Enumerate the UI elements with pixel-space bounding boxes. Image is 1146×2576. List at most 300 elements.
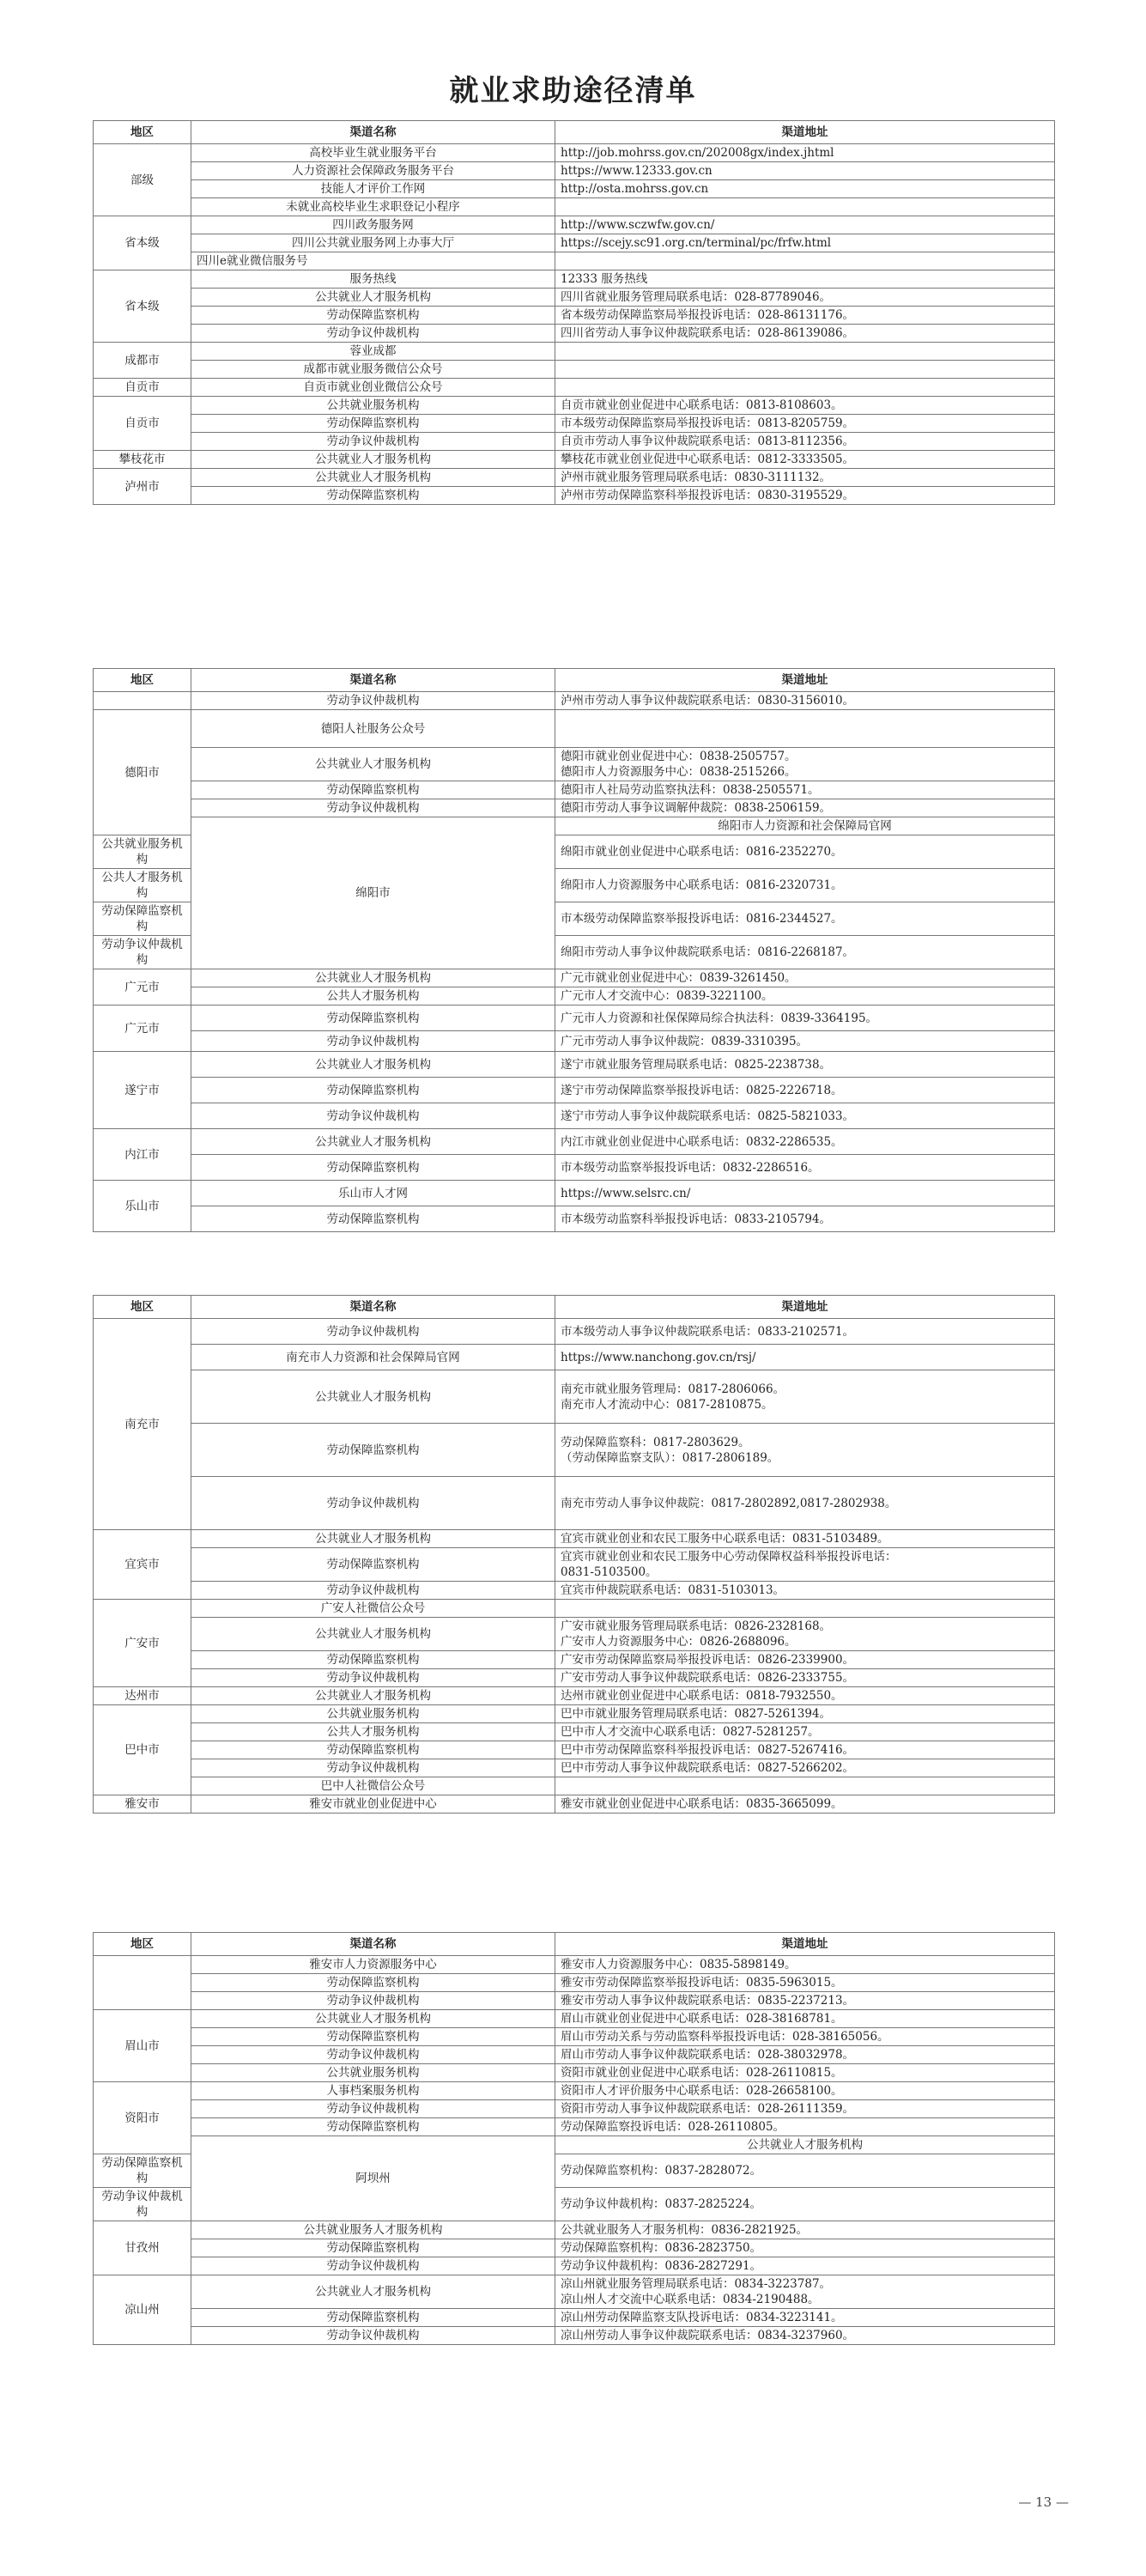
channel-table (93, 1295, 1055, 1814)
channel-name-cell: 德阳人社服务公众号 (191, 710, 555, 748)
channel-address-cell (555, 1370, 1055, 1424)
channel-address-cell (555, 1129, 1055, 1155)
channel-address-cell (555, 1345, 1055, 1370)
table-header-row (94, 669, 1055, 692)
table-row (94, 433, 1055, 451)
channel-address-line: 南充市人才流动中心：0817-2810875。 (561, 1397, 773, 1412)
region-cell: 攀枝花市 (94, 451, 191, 469)
channel-address-cell (555, 710, 1055, 748)
channel-address-line: 资阳市就业创业促进中心联系电话：028-26110815。 (561, 2066, 843, 2080)
region-cell: 广元市 (94, 1005, 191, 1052)
channel-name-cell: 劳动保障监察机构 (191, 415, 555, 433)
channel-address-cell (555, 1005, 1055, 1031)
channel-name-cell: 公共人才服务机构 (94, 869, 191, 902)
channel-address-cell (555, 252, 1055, 270)
channel-name-cell: 公共就业人才服务机构 (191, 1370, 555, 1424)
channel-name-cell: 巴中人社微信公众号 (191, 1777, 555, 1795)
channel-address-cell (555, 1206, 1055, 1232)
channel-name-cell: 劳动争议仲裁机构 (191, 2327, 555, 2345)
table-row (94, 969, 1055, 987)
channel-name-cell: 劳动争议仲裁机构 (191, 1992, 555, 2010)
table-row (94, 2046, 1055, 2064)
channel-name-cell: 雅安市就业创业促进中心 (191, 1795, 555, 1814)
table-row (94, 451, 1055, 469)
channel-address-cell (555, 1477, 1055, 1530)
channel-name-cell: 劳动保障监察机构 (191, 487, 555, 505)
channel-address-line: 凉山州人才交流中心联系电话：0834-2190488。 (561, 2293, 820, 2306)
channel-address-line (561, 343, 1049, 359)
header-region: 地区 (94, 1933, 191, 1956)
channel-name-cell: 劳动保障监察机构 (191, 2028, 555, 2046)
channel-address-line: 南充市劳动人事争议仲裁院：0817-2802892,0817-2802938。 (561, 1496, 897, 1510)
channel-address-cell (555, 469, 1055, 487)
table-row (94, 1155, 1055, 1181)
channel-address-cell (555, 1078, 1055, 1103)
channel-address-cell (555, 748, 1055, 781)
channel-name-cell: 公共就业服务机构 (94, 835, 191, 869)
table-row (94, 1345, 1055, 1370)
channel-name-cell: 绵阳市人力资源和社会保障局官网 (555, 817, 1055, 835)
region-cell: 甘孜州 (94, 2221, 191, 2275)
channel-address-cell (555, 2154, 1055, 2188)
header-channel-name: 渠道名称 (191, 669, 555, 692)
channel-address-cell (555, 2309, 1055, 2327)
channel-name-cell: 公共就业服务机构 (191, 397, 555, 415)
table-row (94, 1618, 1055, 1651)
channel-address-cell (555, 799, 1055, 817)
region-cell: 自贡市 (94, 379, 191, 397)
table-row (94, 1974, 1055, 1992)
region-cell: 广元市 (94, 969, 191, 1005)
table-row (94, 1723, 1055, 1741)
channel-address-line: 广元市人力资源和社保保障局综合执法科：0839-3364195。 (561, 1011, 878, 1025)
channel-address-line: 凉山州就业服务管理局联系电话：0834-3223787。 (561, 2277, 832, 2291)
channel-address-cell (555, 451, 1055, 469)
channel-address-cell (555, 2188, 1055, 2221)
table-row (94, 1052, 1055, 1078)
region-cell: 内江市 (94, 1129, 191, 1181)
channel-address-line: 四川省劳动人事争议仲裁院联系电话：028-86139086。 (561, 326, 855, 340)
channel-address-cell (555, 433, 1055, 451)
channel-address-cell (555, 1723, 1055, 1741)
channel-address-cell (555, 869, 1055, 902)
channel-address-cell (555, 969, 1055, 987)
channel-address-cell (555, 162, 1055, 180)
channel-address-cell (555, 1777, 1055, 1795)
table-row (94, 325, 1055, 343)
channel-address-line: 绵阳市劳动人事争议仲裁院联系电话：0816-2268187。 (561, 945, 855, 959)
channel-address-cell (555, 2064, 1055, 2082)
table-row (94, 2064, 1055, 2082)
channel-address-line: 自贡市劳动人事争议仲裁院联系电话：0813-8112356。 (561, 434, 855, 448)
channel-name-cell: 公共就业人才服务机构 (191, 748, 555, 781)
channel-address-line: 巴中市劳动人事争议仲裁院联系电话：0827-5266202。 (561, 1761, 855, 1775)
channel-name-cell: 劳动保障监察机构 (191, 2118, 555, 2136)
region-cell: 部级 (94, 144, 191, 216)
channel-name-cell: 四川e就业微信服务号 (191, 252, 555, 270)
table-row (94, 2327, 1055, 2345)
channel-name-cell: 劳动保障监察机构 (191, 1974, 555, 1992)
channel-address-line: 绵阳市人力资源服务中心联系电话：0816-2320731。 (561, 878, 843, 892)
channel-name-cell: 公共就业人才服务机构 (191, 969, 555, 987)
channel-table (93, 120, 1055, 505)
region-cell: 凉山州 (94, 2275, 191, 2345)
channel-address-cell (555, 1548, 1055, 1582)
table-header-row (94, 1933, 1055, 1956)
channel-address-line: 广元市劳动人事争议仲裁院：0839-3310395。 (561, 1034, 809, 1048)
channel-address-line: 12333 服务热线 (561, 272, 648, 286)
channel-name-cell: 劳动保障监察机构 (191, 1078, 555, 1103)
table-row (94, 289, 1055, 307)
channel-address-cell (555, 343, 1055, 361)
channel-address-line: 眉山市劳动关系与劳动监察科举报投诉电话：028-38165056。 (561, 2030, 889, 2044)
channel-name-cell: 劳动争议仲裁机构 (191, 1031, 555, 1052)
channel-name-cell: 成都市就业服务微信公众号 (191, 361, 555, 379)
channel-name-cell: 公共就业人才服务机构 (191, 1687, 555, 1705)
table-row (94, 397, 1055, 415)
channel-address-cell (555, 216, 1055, 234)
channel-address-line: 凉山州劳动保障监察支队投诉电话：0834-3223141。 (561, 2311, 843, 2324)
table-row (94, 1319, 1055, 1345)
table-row (94, 2257, 1055, 2275)
channel-address-line: http://www.sczwfw.gov.cn/ (561, 218, 715, 232)
channel-address-line: 德阳市人社局劳动监察执法科：0838-2505571。 (561, 783, 820, 797)
region-cell: 雅安市 (94, 1795, 191, 1814)
channel-address-line: 泸州市劳动人事争议仲裁院联系电话：0830-3156010。 (561, 694, 855, 708)
channel-address-cell (555, 2082, 1055, 2100)
table-row (94, 692, 1055, 710)
channel-address-cell (555, 1319, 1055, 1345)
channel-name-cell: 劳动保障监察机构 (191, 1155, 555, 1181)
channel-name-cell: 劳动争议仲裁机构 (191, 799, 555, 817)
table-row (94, 487, 1055, 505)
channel-address-line: 巴中市劳动保障监察科举报投诉电话：0827-5267416。 (561, 1743, 855, 1757)
header-channel-address: 渠道地址 (555, 1296, 1055, 1319)
channel-name-cell: 劳动争议仲裁机构 (191, 2257, 555, 2275)
table-row (94, 2221, 1055, 2239)
channel-address-cell (555, 487, 1055, 505)
channel-address-line: 雅安市劳动保障监察举报投诉电话：0835-5963015。 (561, 1976, 843, 1990)
table-row (94, 1103, 1055, 1129)
channel-name-cell: 公共就业人才服务机构 (191, 1530, 555, 1548)
channel-address-line: 雅安市人力资源服务中心：0835-5898149。 (561, 1958, 797, 1971)
table-row (94, 270, 1055, 289)
table-row (94, 2275, 1055, 2309)
channel-name-cell: 公共就业人才服务机构 (191, 451, 555, 469)
channel-address-cell (555, 397, 1055, 415)
channel-address-cell (555, 902, 1055, 936)
table-header-row (94, 1296, 1055, 1319)
channel-address-cell (555, 1974, 1055, 1992)
channel-address-cell (555, 198, 1055, 216)
table-section-2 (93, 668, 1054, 1232)
table-row (94, 1424, 1055, 1477)
channel-address-cell (555, 1618, 1055, 1651)
region-cell: 资阳市 (94, 2082, 191, 2154)
channel-address-line: 广安市人力资源服务中心：0826-2688096。 (561, 1635, 797, 1649)
region-cell: 达州市 (94, 1687, 191, 1705)
channel-name-cell: 劳动争议仲裁机构 (191, 1582, 555, 1600)
channel-name-cell: 劳动保障监察机构 (191, 1005, 555, 1031)
channel-name-cell: 服务热线 (191, 270, 555, 289)
table-row (94, 361, 1055, 379)
channel-address-cell (555, 1669, 1055, 1687)
channel-name-cell: 公共人才服务机构 (191, 1723, 555, 1741)
channel-address-cell (555, 144, 1055, 162)
channel-address-line: https://www.selsrc.cn/ (561, 1186, 691, 1200)
channel-name-cell: 公共人才服务机构 (191, 987, 555, 1005)
region-cell: 省本级 (94, 216, 191, 270)
channel-address-cell (555, 307, 1055, 325)
channel-address-cell (555, 1795, 1055, 1814)
channel-address-cell (555, 2257, 1055, 2275)
region-cell: 遂宁市 (94, 1052, 191, 1129)
channel-address-cell (555, 1530, 1055, 1548)
channel-name-cell: 劳动保障监察机构 (191, 1548, 555, 1582)
table-row (94, 2136, 1055, 2154)
table-row (94, 1005, 1055, 1031)
channel-address-line: 宜宾市就业创业和农民工服务中心劳动保障权益科举报投诉电话： (561, 1550, 897, 1564)
channel-address-cell (555, 289, 1055, 307)
table-row (94, 307, 1055, 325)
channel-address-cell (555, 325, 1055, 343)
channel-name-cell: 劳动争议仲裁机构 (191, 433, 555, 451)
region-cell: 成都市 (94, 343, 191, 379)
table-row (94, 2118, 1055, 2136)
channel-address-line: 市本级劳动保障监察局举报投诉电话：0813-8205759。 (561, 416, 855, 430)
table-row (94, 1777, 1055, 1795)
channel-table (93, 668, 1055, 1232)
table-row (94, 1477, 1055, 1530)
channel-address-cell (555, 2046, 1055, 2064)
region-cell: 德阳市 (94, 710, 191, 835)
table-row (94, 1651, 1055, 1669)
table-row (94, 1759, 1055, 1777)
channel-address-line: 内江市就业创业促进中心联系电话：0832-2286535。 (561, 1134, 843, 1149)
region-cell: 阿坝州 (191, 2136, 555, 2221)
channel-name-cell: 劳动保障监察机构 (191, 1651, 555, 1669)
table-row (94, 234, 1055, 252)
channel-name-cell: 公共就业人才服务机构 (191, 289, 555, 307)
channel-name-cell: 劳动争议仲裁机构 (191, 692, 555, 710)
channel-address-line: 劳动保障监察机构：0837-2828072。 (561, 2164, 762, 2178)
channel-address-line: 宜宾市就业创业和农民工服务中心联系电话：0831-5103489。 (561, 1532, 889, 1546)
channel-address-line: 泸州市劳动保障监察科举报投诉电话：0830-3195529。 (561, 489, 855, 502)
channel-name-cell: 劳动争议仲裁机构 (191, 2046, 555, 2064)
channel-name-cell: 劳动争议仲裁机构 (94, 936, 191, 969)
channel-name-cell: 劳动争议仲裁机构 (94, 2188, 191, 2221)
channel-address-line: 市本级劳动人事争议仲裁院联系电话：0833-2102571。 (561, 1324, 855, 1339)
table-row (94, 817, 1055, 835)
channel-name-cell: 蓉业成都 (191, 343, 555, 361)
channel-address-line: 德阳市劳动人事争议调解仲裁院：0838-2506159。 (561, 801, 832, 815)
table-row (94, 343, 1055, 361)
table-row (94, 2010, 1055, 2028)
channel-name-cell: 雅安市人力资源服务中心 (191, 1956, 555, 1974)
channel-address-cell (555, 180, 1055, 198)
channel-address-line (561, 721, 1049, 737)
region-cell: 南充市 (94, 1319, 191, 1530)
channel-address-cell (555, 361, 1055, 379)
channel-address-line: 市本级劳动监察举报投诉电话：0832-2286516。 (561, 1160, 820, 1175)
table-row (94, 252, 1055, 270)
channel-address-cell (555, 2221, 1055, 2239)
channel-name-cell: 劳动保障监察机构 (191, 781, 555, 799)
channel-address-cell (555, 1031, 1055, 1052)
header-channel-address: 渠道地址 (555, 1933, 1055, 1956)
channel-address-cell (555, 1651, 1055, 1669)
channel-address-line: 省本级劳动保障监察局举报投诉电话：028-86131176。 (561, 308, 855, 322)
table-row (94, 2309, 1055, 2327)
channel-address-line: 眉山市劳动人事争议仲裁院联系电话：028-38032978。 (561, 2048, 855, 2062)
channel-address-cell (555, 1956, 1055, 1974)
channel-name-cell: 劳动争议仲裁机构 (191, 1669, 555, 1687)
region-cell (94, 1956, 191, 2010)
channel-address-line: 劳动保障监察机构：0836-2823750。 (561, 2241, 762, 2255)
table-row (94, 198, 1055, 216)
table-row (94, 415, 1055, 433)
channel-name-cell: 劳动保障监察机构 (191, 1424, 555, 1477)
channel-address-cell (555, 1687, 1055, 1705)
channel-address-line: 劳动保障监察科：0817-2803629。 (561, 1435, 750, 1449)
region-cell: 绵阳市 (191, 817, 555, 969)
channel-address-cell (555, 2118, 1055, 2136)
table-row (94, 987, 1055, 1005)
channel-address-cell (555, 1424, 1055, 1477)
table-row (94, 710, 1055, 748)
page-title: 就业求助途径清单 (449, 74, 697, 108)
channel-address-line (561, 1778, 1049, 1794)
channel-address-cell (555, 234, 1055, 252)
header-region: 地区 (94, 1296, 191, 1319)
channel-address-cell (555, 1155, 1055, 1181)
region-cell: 广安市 (94, 1600, 191, 1687)
channel-address-line: https://www.nanchong.gov.cn/rsj/ (561, 1350, 756, 1364)
table-row (94, 1669, 1055, 1687)
header-region: 地区 (94, 669, 191, 692)
channel-name-cell: 人事档案服务机构 (191, 2082, 555, 2100)
channel-address-line: 遂宁市劳动保障监察举报投诉电话：0825-2226718。 (561, 1083, 843, 1097)
header-channel-name: 渠道名称 (191, 1296, 555, 1319)
channel-name-cell: 公共就业人才服务机构 (191, 469, 555, 487)
channel-address-line: https://scejy.sc91.org.cn/terminal/pc/frfw.html (561, 236, 832, 250)
channel-name-cell: 公共就业人才服务机构 (191, 2010, 555, 2028)
table-row (94, 1181, 1055, 1206)
table-row (94, 1031, 1055, 1052)
channel-name-cell: 劳动争议仲裁机构 (191, 1103, 555, 1129)
channel-address-cell (555, 1052, 1055, 1078)
channel-name-cell: 劳动争议仲裁机构 (191, 1759, 555, 1777)
channel-address-cell (555, 1705, 1055, 1723)
table-row (94, 162, 1055, 180)
channel-address-cell (555, 2327, 1055, 2345)
channel-name-cell: 劳动争议仲裁机构 (191, 325, 555, 343)
channel-address-line: 巴中市人才交流中心联系电话：0827-5281257。 (561, 1725, 820, 1739)
channel-address-cell (555, 415, 1055, 433)
channel-name-cell: 自贡市就业创业微信公众号 (191, 379, 555, 397)
channel-name-cell: 劳动争议仲裁机构 (191, 2100, 555, 2118)
channel-address-line: 南充市就业服务管理局：0817-2806066。 (561, 1382, 785, 1396)
channel-address-line: 自贡市就业创业促进中心联系电话：0813-8108603。 (561, 398, 843, 412)
channel-address-cell (555, 1759, 1055, 1777)
channel-address-line: （劳动保障监察支队）：0817-2806189。 (561, 1450, 779, 1465)
channel-address-line: 遂宁市就业服务管理局联系电话：0825-2238738。 (561, 1057, 832, 1072)
channel-address-cell (555, 379, 1055, 397)
page-number: — 13 — (1018, 2494, 1069, 2510)
table-section-4 (93, 1932, 1054, 2345)
channel-address-line: 广安市劳动人事争议仲裁院联系电话：0826-2333755。 (561, 1671, 855, 1685)
channel-address-cell (555, 1181, 1055, 1206)
table-row (94, 1992, 1055, 2010)
channel-name-cell: 公共就业服务人才服务机构 (191, 2221, 555, 2239)
table-row (94, 1078, 1055, 1103)
channel-address-line: 德阳市人力资源服务中心：0838-2515266。 (561, 765, 797, 779)
channel-address-line (561, 361, 1049, 377)
channel-address-line: 德阳市就业创业促进中心：0838-2505757。 (561, 750, 797, 763)
channel-address-line (561, 199, 1049, 215)
channel-address-cell (555, 835, 1055, 869)
table-row (94, 1582, 1055, 1600)
channel-address-line: 资阳市人才评价服务中心联系电话：028-26658100。 (561, 2084, 843, 2098)
channel-name-cell: 南充市人力资源和社会保障局官网 (191, 1345, 555, 1370)
channel-address-line: 凉山州劳动人事争议仲裁院联系电话：0834-3237960。 (561, 2329, 855, 2342)
channel-address-line: 劳动保障监察投诉电话：028-26110805。 (561, 2120, 785, 2134)
channel-address-cell (555, 1103, 1055, 1129)
channel-address-line: 泸州市就业服务管理局联系电话：0830-3111132。 (561, 471, 832, 484)
channel-address-line: 广元市就业创业促进中心：0839-3261450。 (561, 971, 797, 985)
channel-name-cell: 劳动保障监察机构 (191, 307, 555, 325)
channel-name-cell: 公共就业人才服务机构 (191, 1618, 555, 1651)
channel-name-cell: 劳动保障监察机构 (191, 1206, 555, 1232)
channel-name-cell: 四川公共就业服务网上办事大厅 (191, 234, 555, 252)
channel-address-cell (555, 2010, 1055, 2028)
header-channel-address: 渠道地址 (555, 669, 1055, 692)
channel-name-cell: 公共就业人才服务机构 (555, 2136, 1055, 2154)
channel-name-cell: 劳动保障监察机构 (191, 2239, 555, 2257)
channel-address-cell (555, 1992, 1055, 2010)
table-section-1 (93, 120, 1054, 505)
channel-address-line: 四川省就业服务管理局联系电话：028-87789046。 (561, 290, 832, 304)
channel-address-cell (555, 692, 1055, 710)
table-row (94, 1705, 1055, 1723)
channel-address-cell (555, 2028, 1055, 2046)
channel-name-cell: 劳动保障监察机构 (191, 1741, 555, 1759)
channel-name-cell: 劳动保障监察机构 (94, 2154, 191, 2188)
table-row (94, 216, 1055, 234)
channel-name-cell: 公共就业人才服务机构 (191, 1052, 555, 1078)
channel-address-line (561, 380, 1049, 395)
table-row (94, 1600, 1055, 1618)
region-cell: 巴中市 (94, 1705, 191, 1795)
table-row (94, 1548, 1055, 1582)
channel-address-cell (555, 1741, 1055, 1759)
channel-name-cell: 公共就业人才服务机构 (191, 1129, 555, 1155)
channel-address-line: 攀枝花市就业创业促进中心联系电话：0812-3333505。 (561, 453, 855, 466)
region-cell: 省本级 (94, 270, 191, 343)
table-row (94, 2082, 1055, 2100)
channel-name-cell: 技能人才评价工作网 (191, 180, 555, 198)
header-region: 地区 (94, 121, 191, 144)
channel-address-cell (555, 1600, 1055, 1618)
channel-address-line: 眉山市就业创业促进中心联系电话：028-38168781。 (561, 2012, 843, 2026)
channel-address-line: 广安市就业服务管理局联系电话：0826-2328168。 (561, 1619, 832, 1633)
channel-name-cell: 公共就业人才服务机构 (191, 2275, 555, 2309)
channel-address-line: 雅安市就业创业促进中心联系电话：0835-3665099。 (561, 1797, 843, 1811)
header-channel-name: 渠道名称 (191, 121, 555, 144)
channel-address-line: 达州市就业创业促进中心联系电话：0818-7932550。 (561, 1689, 843, 1703)
table-row (94, 144, 1055, 162)
channel-name-cell: 广安人社微信公众号 (191, 1600, 555, 1618)
